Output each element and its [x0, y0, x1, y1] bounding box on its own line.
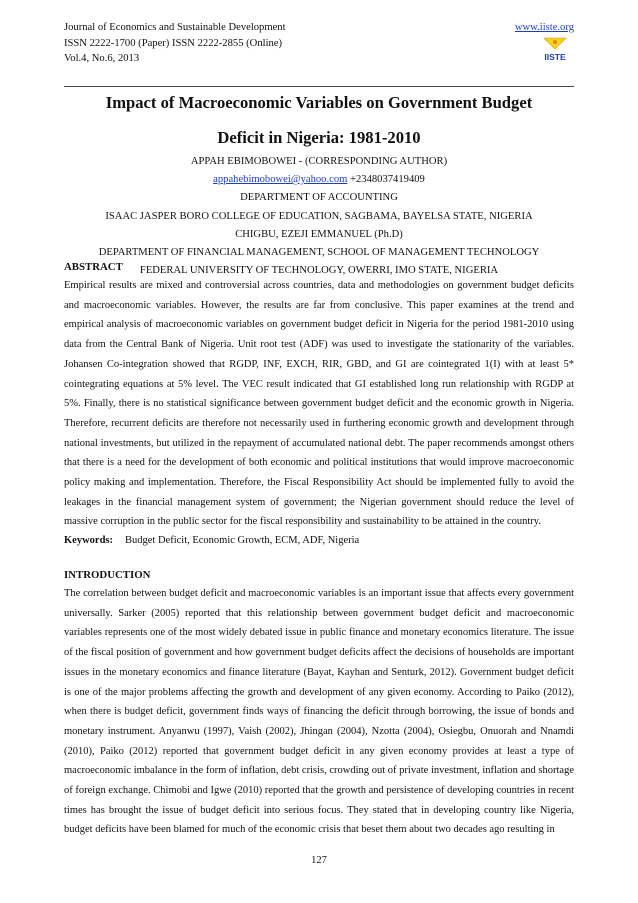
keywords-label: Keywords:	[64, 535, 113, 547]
author-1-contact	[64, 171, 574, 189]
keywords-list: Budget Deficit, Economic Growth, ECM, ADF, Nigeria	[125, 535, 360, 547]
journal-website-link[interactable]: www.iiste.org	[514, 22, 574, 33]
journal-header	[64, 20, 574, 90]
abstract-section	[64, 258, 574, 550]
author-2-department: DEPARTMENT OF FINANCIAL MANAGEMENT, SCHOOL OF MANAGEMENT TECHNOLOGY	[98, 247, 540, 259]
author-email-link[interactable]: appahebimobowei@yahoo.com	[213, 174, 348, 186]
introduction-section	[64, 566, 574, 840]
author-1-department: DEPARTMENT OF ACCOUNTING	[240, 192, 398, 204]
header-rule	[64, 86, 574, 87]
page-number: 127	[311, 855, 327, 866]
abstract-heading: ABSTRACT	[64, 261, 123, 273]
author-2-institution: FEDERAL UNIVERSITY OF TECHNOLOGY, OWERRI, IMO STATE, NIGERIA	[139, 265, 499, 277]
introduction-heading: INTRODUCTION	[64, 569, 151, 581]
author-2-name: CHIGBU, EZEJI EMMANUEL (Ph.D)	[235, 228, 403, 240]
author-phone: +2348037419409	[347, 174, 425, 186]
introduction-text: The correlation between budget deficit and macroeconomic variables is an important issue that affects every government universally. Sarker (2005) reported that this relationship between government budget deficit and macroeconomic variables represents one of the most widely debated issue in public finance and monetary economics literature. The issue of the fiscal position of government and how government budget deficits affect the decisions of households are important issues in the monetary economics and finance literature (Bayat, Kayhan and Senturk, 2012). Government budget deficit is one of the major problems affecting the growth and development of any given economy. According to Paiko (2012), when there is budget deficit, government finds ways of financing the deficit through borrowing, the issue of bonds and monetary instrument. Anyanwu (1997), Vaish (2002), Jhingan (2004), Nzotta (2004), Osiegbu, Onuorah and Nnamdi (2010), Paiko (2012) reported that government budget deficit in any given economy provides at least a type of macroeconomic imbalance in the form of inflation, debt crisis, crowding out of private investment, inflation and shortage of foreign exchange. Chimobi and Igwe (2010) reported that the growth and persistence of developing countries in recent times has brought the issue of budget deficit into serious focus. They stated that in developing country like Nigeria, budget deficits have been blamed for much of the economic crisis that beset them about two decades ago resulting in	[64, 588, 574, 836]
author-1-institution: ISAAC JASPER BORO COLLEGE OF EDUCATION, SAGBAMA, BAYELSA STATE, NIGERIA	[105, 210, 533, 222]
logo-wordmark: IISTE	[544, 52, 566, 62]
iiste-logo	[540, 35, 570, 63]
paper-title-line-1: Impact of Macroeconomic Variables on Government Budget	[105, 93, 533, 112]
journal-issn: ISSN 2222-1700 (Paper) ISSN 2222-2855 (Online)	[64, 37, 283, 49]
keywords-line	[64, 532, 574, 550]
journal-name: Journal of Economics and Sustainable Development	[64, 22, 286, 33]
journal-volume: Vol.4, No.6, 2013	[64, 53, 140, 64]
abstract-text: Empirical results are mixed and controversial across countries, data and methodologies on government budget deficits and macroeconomic variables. However, the results are far from conclusive. This paper examines at the trend and empirical analysis of macroeconomic variables on government budget deficit in Nigeria for the period 1981-2010 using data from the Central Bank of Nigeria. Unit root test (ADF) was used to investigate the stationarity of the variables. Johansen Co-integration showed that RGDP, INF, EXCH, RIR, GBD, and GI are cointegrated 1(I) with at least 5* cointegrating equations at 5% level. The VEC result indicated that GI established long run relationship with RGDP at 5%. Finally, there is no statistical significance between government budget deficit and the economic growth in Nigeria. Therefore, recurrent deficits are therefore not necessarily used in furthering economic growth and development through national investments, but utilized in the repayment of accumulated national debt. The paper recommends amongst others that there is a need for the development of both economic and political institutions that would improve macroeconomic policy making and implementation. Therefore, the Fiscal Responsibility Act should be implemented fully to avoid the leakages in the financial management system of government; the Nigerian government should reduce the level of massive corruption in the public sector for the fiscal responsibility and sustainability to be attained in the country.	[64, 280, 574, 528]
author-1-name: APPAH EBIMOBOWEI - (CORRESPONDING AUTHOR)	[190, 156, 448, 167]
paper-title-line-2: Deficit in Nigeria: 1981-2010	[217, 128, 421, 147]
